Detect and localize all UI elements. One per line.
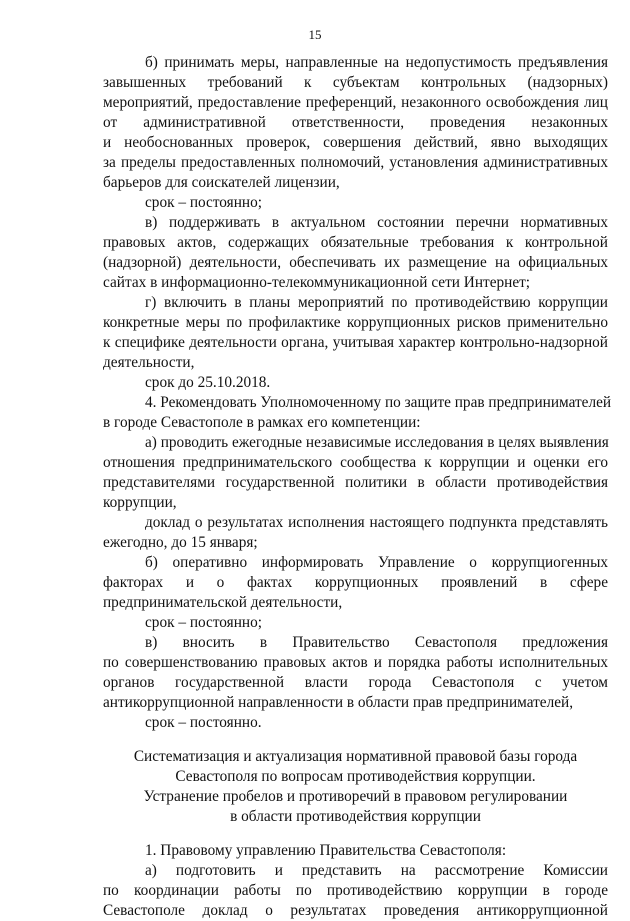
section-heading-line: Систематизация и актуализация нормативной правовой базы города [133, 748, 578, 765]
page-number: 15 [308, 27, 322, 42]
text-line: в городе Севастополе в рамках его компетенции: [103, 414, 421, 431]
text-line: срок до 25.10.2018. [145, 374, 271, 391]
text-line: ежегодно, до 15 января; [103, 534, 258, 551]
text-line: антикоррупционной направленности в области прав предпринимателей, [103, 694, 574, 711]
text-line: в) поддерживать в актуальном состоянии перечни нормативных [145, 214, 608, 231]
text-line: доклад о результатах исполнения настоящего подпункта представлять [145, 514, 608, 531]
text-line: 1. Правовому управлению Правительства Севастополя: [145, 842, 507, 859]
text-line: в) вносить в Правительство Севастополя предложения [145, 634, 608, 651]
text-line: барьеров для соискателей лицензии, [103, 174, 340, 191]
text-line: факторах и о фактах коррупционных проявлений в сфере [103, 574, 608, 591]
text-line: срок – постоянно; [145, 614, 262, 631]
text-line: (надзорной) деятельности, обеспечивать их размещение на официальных [103, 254, 608, 271]
text-line: к специфике деятельности органа, учитывая характер контрольно-надзорной [103, 334, 608, 351]
text-line: г) включить в планы мероприятий по противодействию коррупции [145, 294, 608, 311]
text-line: конкретные меры по профилактике коррупционных рисков применительно [103, 314, 608, 331]
text-line: представителями государственной политики в области противодействия [103, 474, 608, 491]
text-line: за пределы предоставленных полномочий, установления административных [103, 154, 608, 171]
text-line: Севастополе доклад о результатах проведения антикоррупционной [103, 902, 608, 919]
text-line: срок – постоянно. [145, 714, 262, 731]
text-line: мероприятий, предоставление преференций, незаконного освобождения лиц [103, 94, 608, 111]
text-line: сайтах в информационно-телекоммуникационной сети Интернет; [103, 274, 531, 291]
text-line: коррупции, [103, 494, 177, 511]
section-heading-line: Севастополя по вопросам противодействия коррупции. [175, 768, 536, 785]
text-line: и необоснованных проверок, совершения действий, явно выходящих [103, 134, 608, 151]
text-line: правовых актов, содержащих обязательные требования к контрольной [103, 234, 608, 251]
text-line: по совершенствованию правовых актов и порядка работы исполнительных [103, 654, 608, 671]
text-line: 4. Рекомендовать Уполномоченному по защите прав предпринимателей [145, 394, 612, 411]
text-line: срок – постоянно; [145, 194, 262, 211]
text-line: завышенных требований к субъектам контрольных (надзорных) [103, 74, 608, 91]
section-heading-line: Устранение пробелов и противоречий в правовом регулировании [143, 788, 568, 805]
text-line: от административной ответственности, проведения незаконных [103, 114, 608, 131]
text-line: предпринимательской деятельности, [103, 594, 343, 611]
section-heading-line: в области противодействия коррупции [230, 808, 481, 825]
text-line: б) оперативно информировать Управление о коррупциогенных [145, 554, 608, 571]
text-line: а) проводить ежегодные независимые исследования в целях выявления [145, 434, 609, 451]
text-line: деятельности, [103, 354, 195, 371]
text-line: отношения предпринимательского сообщества к коррупции и оценки его [103, 454, 608, 471]
text-line: б) принимать меры, направленные на недопустимость предъявления [145, 54, 608, 71]
text-line: органов государственной власти города Севастополя с учетом [103, 674, 608, 691]
text-line: а) подготовить и представить на рассмотрение Комиссии [145, 862, 608, 879]
text-line: по координации работы по противодействию коррупции в городе [103, 882, 608, 899]
